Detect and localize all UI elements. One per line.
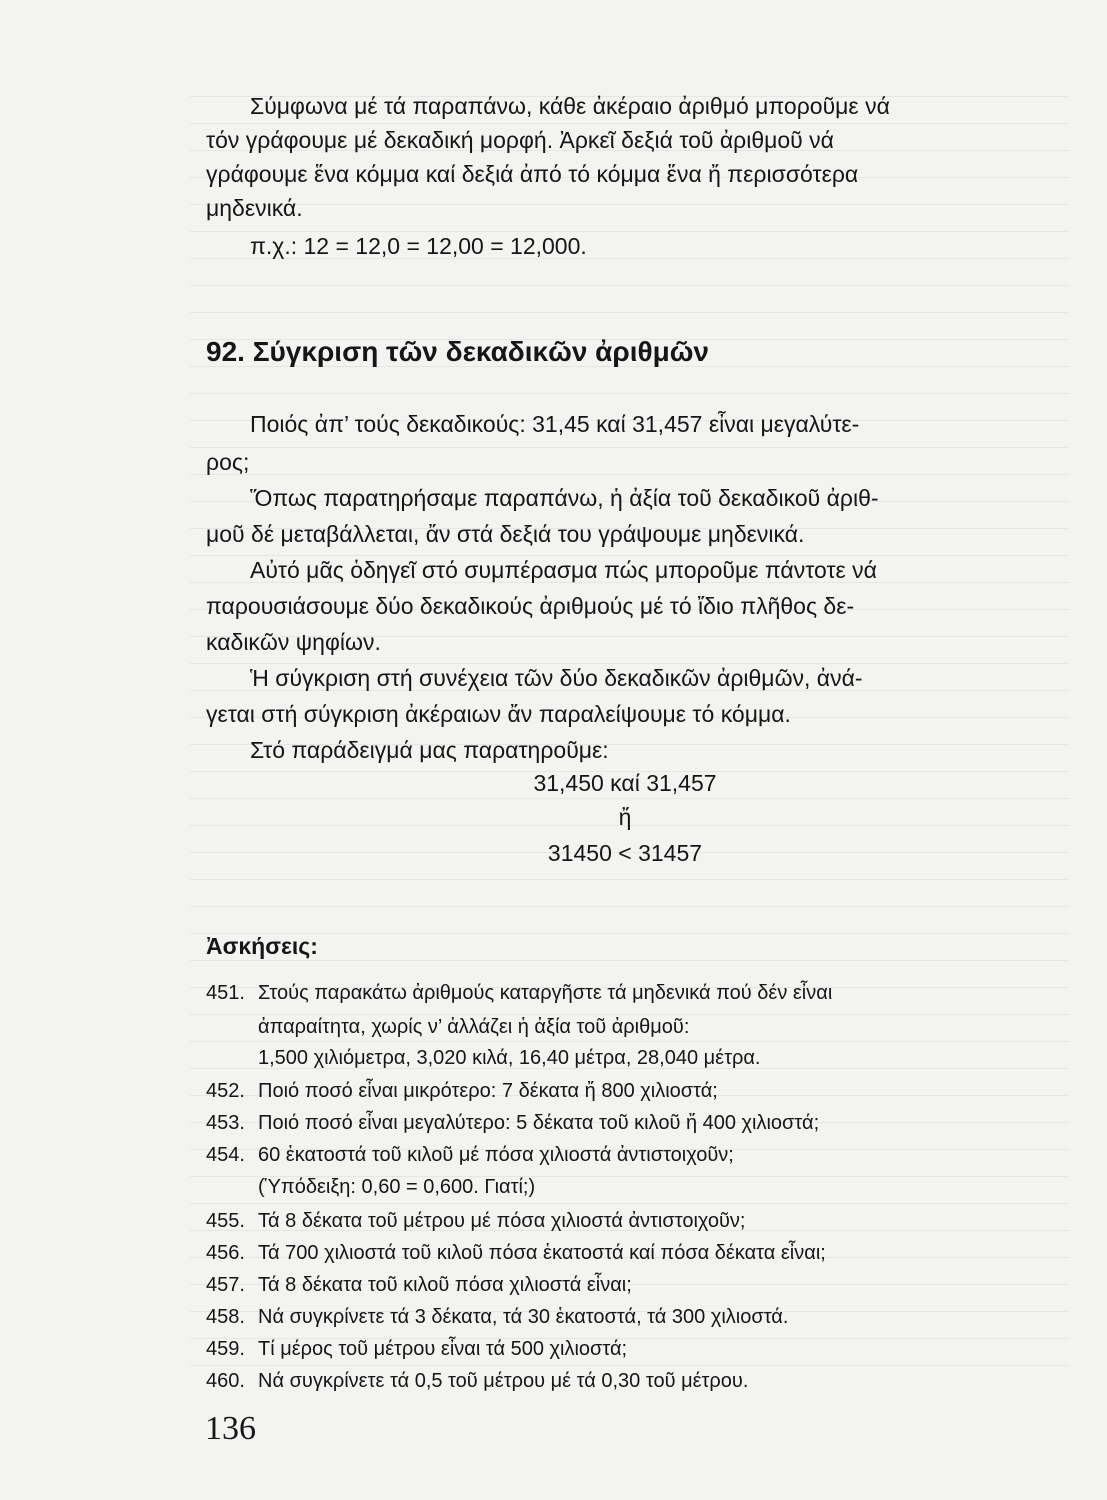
comparison-line-2: 31450 < 31457 bbox=[547, 840, 703, 866]
page-number: 136 bbox=[205, 1410, 256, 1447]
exercise-number: 456. bbox=[206, 1242, 245, 1264]
intro-line-4: μηδενικά. bbox=[206, 195, 303, 221]
section-line-1: Ποιός ἀπ’ τούς δεκαδικούς: 31,45 καί 31,457 εἶναι μεγαλύτε- bbox=[250, 411, 860, 437]
exercise-text: Τά 8 δέκατα τοῦ μέτρου μέ πόσα χιλιοστά ἀντιστοιχοῦν; bbox=[258, 1210, 746, 1232]
section-line-8: Ἡ σύγκριση στή συνέχεια τῶν δύο δεκαδικῶν ἀριθμῶν, ἀνά- bbox=[250, 665, 863, 691]
exercise-number: 455. bbox=[206, 1210, 245, 1232]
exercise-text: Τί μέρος τοῦ μέτρου εἶναι τά 500 χιλιοστά; bbox=[258, 1338, 628, 1360]
section-line-5: Αὐτό μᾶς ὁδηγεῖ στό συμπέρασμα πώς μποροῦμε πάντοτε νά bbox=[250, 557, 877, 583]
section-line-6: παρουσιάσουμε δύο δεκαδικούς ἀριθμούς μέ τό ἴδιο πλῆθος δε- bbox=[206, 593, 855, 619]
section-line-2: ρος; bbox=[206, 449, 250, 475]
exercise-451-line-3: 1,500 χιλιόμετρα, 3,020 κιλά, 16,40 μέτρα, 28,040 μέτρα. bbox=[258, 1047, 761, 1069]
intro-line-1: Σύμφωνα μέ τά παραπάνω, κάθε ἀκέραιο ἀριθμό μποροῦμε νά bbox=[250, 93, 890, 119]
exercise-text: 60 ἑκατοστά τοῦ κιλοῦ μέ πόσα χιλιοστά ἀντιστοιχοῦν; bbox=[258, 1144, 734, 1166]
section-heading: 92. Σύγκριση τῶν δεκαδικῶν ἀριθμῶν bbox=[206, 336, 709, 367]
exercise-459 bbox=[206, 1336, 627, 1362]
exercise-number: 453. bbox=[206, 1112, 245, 1134]
section-line-4: μοῦ δέ μεταβάλλεται, ἄν στά δεξιά του γράψουμε μηδενικά. bbox=[206, 521, 805, 547]
exercise-text: Νά συγκρίνετε τά 0,5 τοῦ μέτρου μέ τά 0,30 τοῦ μέτρου. bbox=[258, 1370, 749, 1392]
exercise-number: 451. bbox=[206, 982, 245, 1004]
exercise-text: Ποιό ποσό εἶναι μικρότερο: 7 δέκατα ἤ 800 χιλιοστά; bbox=[258, 1080, 718, 1102]
exercise-457 bbox=[206, 1272, 632, 1298]
section-line-7: καδικῶν ψηφίων. bbox=[206, 629, 381, 655]
exercise-number: 452. bbox=[206, 1080, 245, 1102]
intro-line-2: τόν γράφουμε μέ δεκαδική μορφή. Ἀρκεῖ δεξιά τοῦ ἀριθμοῦ νά bbox=[206, 127, 834, 153]
intro-line-3: γράφουμε ἕνα κόμμα καί δεξιά ἀπό τό κόμμα ἕνα ἤ περισσότερα bbox=[206, 161, 859, 187]
comparison-line-1: 31,450 καί 31,457 bbox=[533, 770, 717, 796]
section-line-10: Στό παράδειγμά μας παρατηροῦμε: bbox=[250, 737, 609, 763]
exercises-title: Ἀσκήσεις: bbox=[206, 933, 318, 959]
exercise-text: Νά συγκρίνετε τά 3 δέκατα, τά 30 ἑκατοστά, τά 300 χιλιοστά. bbox=[258, 1306, 789, 1328]
exercise-451 bbox=[206, 980, 832, 1006]
comparison-or: ἤ bbox=[618, 804, 632, 830]
exercise-number: 454. bbox=[206, 1144, 245, 1166]
exercise-458 bbox=[206, 1304, 788, 1330]
exercise-454-line-2: (Ὑπόδειξη: 0,60 = 0,600. Γιατί;) bbox=[258, 1176, 536, 1198]
exercise-number: 460. bbox=[206, 1370, 245, 1392]
exercise-460 bbox=[206, 1368, 748, 1394]
exercise-number: 458. bbox=[206, 1306, 245, 1328]
exercise-number: 457. bbox=[206, 1274, 245, 1296]
section-line-3: Ὅπως παρατηρήσαμε παραπάνω, ἡ ἀξία τοῦ δεκαδικοῦ ἀριθ- bbox=[250, 485, 879, 511]
exercise-text: Ποιό ποσό εἶναι μεγαλύτερο: 5 δέκατα τοῦ κιλοῦ ἤ 400 χιλιοστά; bbox=[258, 1112, 820, 1134]
exercise-number: 459. bbox=[206, 1338, 245, 1360]
exercise-text: Τά 700 χιλιοστά τοῦ κιλοῦ πόσα ἑκατοστά καί πόσα δέκατα εἶναι; bbox=[258, 1242, 826, 1264]
section-line-9: γεται στή σύγκριση ἀκέραιων ἄν παραλείψουμε τό κόμμα. bbox=[206, 701, 791, 727]
exercise-text: Τά 8 δέκατα τοῦ κιλοῦ πόσα χιλιοστά εἶναι; bbox=[258, 1274, 632, 1296]
exercise-454 bbox=[206, 1142, 734, 1168]
exercise-453 bbox=[206, 1110, 819, 1136]
exercise-455 bbox=[206, 1208, 745, 1234]
exercise-451-line-2: ἀπαραίτητα, χωρίς ν’ ἀλλάζει ἡ ἀξία τοῦ ἀριθμοῦ: bbox=[258, 1016, 690, 1038]
exercise-456 bbox=[206, 1240, 826, 1266]
intro-example: π.χ.: 12 = 12,0 = 12,00 = 12,000. bbox=[250, 233, 587, 259]
exercise-452 bbox=[206, 1078, 718, 1104]
exercise-text: Στούς παρακάτω ἀριθμούς καταργῆστε τά μηδενικά πού δέν εἶναι bbox=[258, 982, 833, 1004]
